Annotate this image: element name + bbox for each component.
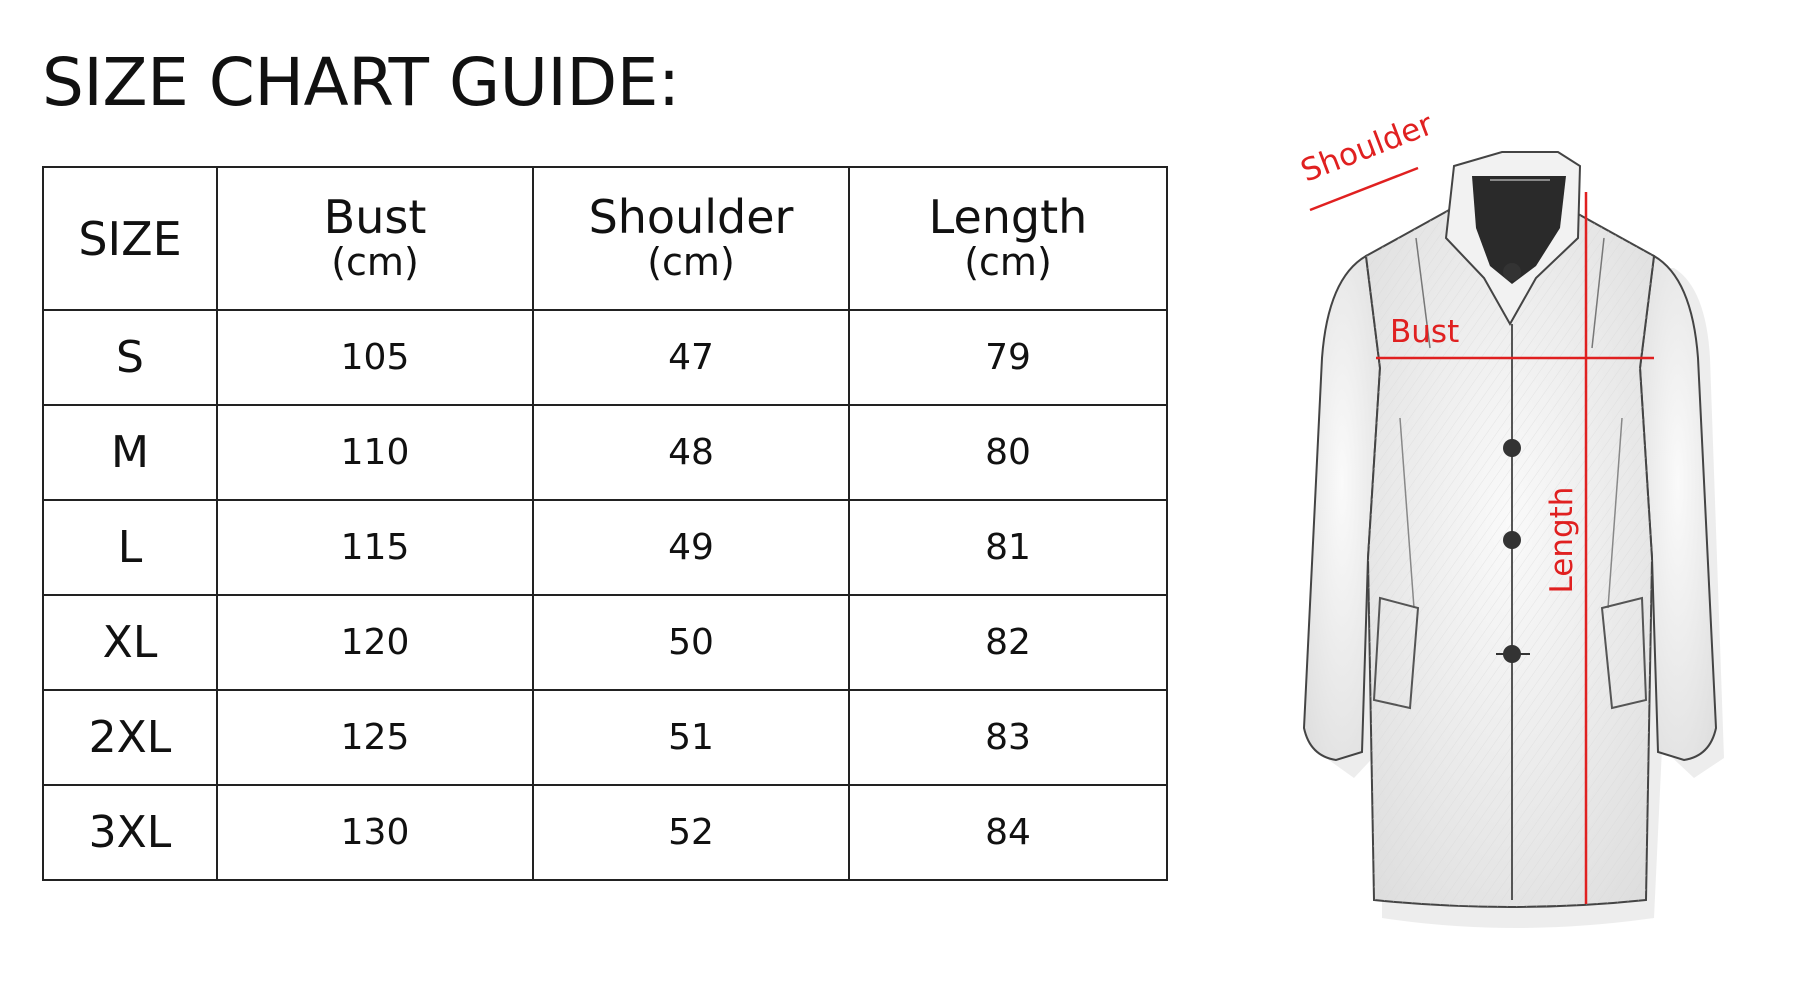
bust-header-label: Bust bbox=[323, 190, 427, 245]
bust-measure-label: Bust bbox=[1390, 314, 1460, 350]
shoulder-measure-label: Shoulder bbox=[1295, 106, 1438, 190]
button-icon bbox=[1503, 439, 1521, 457]
bust-cell: 125 bbox=[217, 690, 533, 785]
coat-illustration bbox=[1240, 88, 1800, 968]
table-row bbox=[43, 690, 1167, 785]
shoulder-cell: 49 bbox=[533, 500, 849, 595]
shoulder-cell: 51 bbox=[533, 690, 849, 785]
size-cell: M bbox=[43, 405, 217, 500]
length-cell: 81 bbox=[849, 500, 1167, 595]
size-header bbox=[43, 167, 217, 310]
page-title: SIZE CHART GUIDE: bbox=[42, 44, 680, 121]
length-header-unit: (cm) bbox=[964, 239, 1052, 284]
table-row bbox=[43, 785, 1167, 880]
size-header-label: SIZE bbox=[78, 211, 182, 266]
length-cell: 83 bbox=[849, 690, 1167, 785]
length-cell: 80 bbox=[849, 405, 1167, 500]
bust-cell: 110 bbox=[217, 405, 533, 500]
length-header-label: Length bbox=[928, 190, 1088, 245]
size-cell: L bbox=[43, 500, 217, 595]
length-cell: 82 bbox=[849, 595, 1167, 690]
size-table bbox=[42, 166, 1168, 881]
shoulder-cell: 50 bbox=[533, 595, 849, 690]
length-cell: 84 bbox=[849, 785, 1167, 880]
size-cell: 3XL bbox=[43, 785, 217, 880]
size-cell: XL bbox=[43, 595, 217, 690]
bust-header-unit: (cm) bbox=[331, 239, 419, 284]
shoulder-cell: 48 bbox=[533, 405, 849, 500]
table-header-row bbox=[43, 167, 1167, 310]
size-cell: S bbox=[43, 310, 217, 405]
table-row bbox=[43, 595, 1167, 690]
shoulder-header-unit: (cm) bbox=[647, 239, 735, 284]
shoulder-cell: 47 bbox=[533, 310, 849, 405]
bust-cell: 130 bbox=[217, 785, 533, 880]
shoulder-header bbox=[533, 167, 849, 310]
table-row bbox=[43, 405, 1167, 500]
shoulder-header-label: Shoulder bbox=[588, 190, 794, 245]
length-header bbox=[849, 167, 1167, 310]
length-measure-label: Length bbox=[1544, 486, 1580, 594]
bust-cell: 115 bbox=[217, 500, 533, 595]
length-cell: 79 bbox=[849, 310, 1167, 405]
size-cell: 2XL bbox=[43, 690, 217, 785]
coat-drawing bbox=[1240, 88, 1800, 968]
bust-cell: 105 bbox=[217, 310, 533, 405]
table-row bbox=[43, 500, 1167, 595]
bust-cell: 120 bbox=[217, 595, 533, 690]
button-icon bbox=[1503, 263, 1521, 281]
bust-header bbox=[217, 167, 533, 310]
button-icon bbox=[1503, 531, 1521, 549]
table-row bbox=[43, 310, 1167, 405]
shoulder-cell: 52 bbox=[533, 785, 849, 880]
